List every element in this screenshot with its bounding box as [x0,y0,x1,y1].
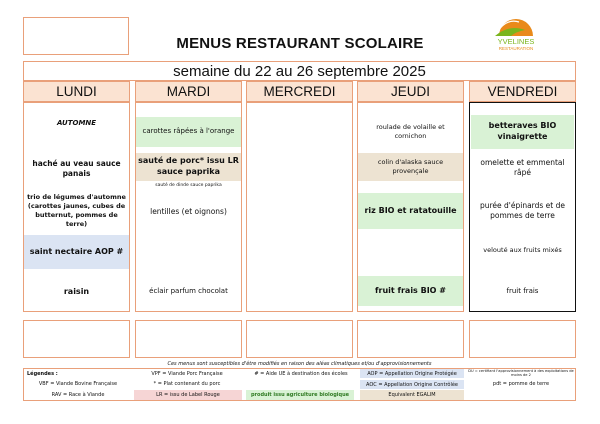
legend-vpf: VPF = Viande Porc Française [151,371,223,377]
day-header-mercredi: MERCREDI [246,81,353,102]
disclaimer-note: Ces menus sont susceptibles d'être modifiés en raison des aléas climatiques et/ou d'approvisionnements [167,361,432,367]
menu-vendredi-entree: betteraves BIO vinaigrette [471,115,574,149]
legend-bio: produit issu agriculture biologique [246,390,354,400]
legend-aop: AOP = Appellation Origine Protégée [360,369,464,378]
logo [485,10,547,54]
legend-label-rouge: LR = issu de Label Rouge [134,390,242,400]
menu-jeudi-dessert: fruit frais BIO # [358,276,463,306]
menu-jeudi-plat: colin d'alaska sauce provençale [358,153,463,181]
logo-text: YVELINES [497,37,535,46]
week-banner: semaine du 22 au 26 septembre 2025 [23,61,576,81]
legend-title: Légendes : [27,371,58,377]
page-title: MENUS RESTAURANT SCOLAIRE [176,34,424,52]
menu-lundi-entree: AUTOMNE [56,119,97,128]
day-header-mardi: MARDI [135,81,242,102]
menu-vendredi-plat: omelette et emmental râpé [480,157,565,177]
menu-mardi-plat: sauté de porc* issu LR sauce paprika [136,153,241,181]
menu-lundi-fromage: saint nectaire AOP # [24,235,129,269]
menu-mardi-dessert: éclair parfum chocolat [149,287,228,296]
menu-lundi-garniture: trio de légumes d'automne (carottes jaunes, cubes de butternut, pommes de terre) [27,193,126,228]
bottom-box-mardi [135,320,242,358]
menu-vendredi-garniture: purée d'épinards et de pommes de terre [480,200,565,220]
menu-mardi-plat-alternative: sauté de dinde sauce paprika [155,182,222,188]
menu-mardi-garniture: lentilles (et oignons) [150,206,227,216]
day-header-lundi: LUNDI [23,81,130,102]
menu-mardi-entree: carottes râpées à l'orange [136,117,241,147]
legend-rav: RAV = Race à Viande [51,392,105,398]
menu-lundi-plat: haché au veau sauce panais [32,158,121,178]
menu-jeudi-garniture: riz BIO et ratatouille [358,193,463,229]
legend-egalim: Equivalent EGALIM [360,390,464,400]
legend-porc: * = Plat contenant du porc [153,381,221,387]
column-mercredi [246,102,353,312]
legend-approvisionnement: DU = certifiant l'approvisionnement à des exploitations de moins de 2 [468,369,574,377]
legend-aoc: AOC = Appellation Origine Contrôlée [360,380,464,389]
day-header-vendredi: VENDREDI [469,81,576,102]
legend-aide-ue: # = Aide UE à destination des écoles [254,371,348,377]
menu-lundi-dessert: raisin [63,286,90,296]
bottom-box-vendredi [469,320,576,358]
day-header-jeudi: JEUDI [357,81,464,102]
blank-box-left [23,17,129,55]
bottom-box-mercredi [246,320,353,358]
menu-vendredi-dessert-lait: velouté aux fruits mixés [483,245,562,254]
menu-vendredi-dessert: fruit frais [506,287,539,296]
logo-subtext: RESTAURATION [498,46,534,51]
legend-pdt: pdt = pomme de terre [492,381,550,387]
bottom-box-jeudi [357,320,464,358]
menu-jeudi-entree: roulade de volaille et cornichon [376,123,445,140]
bottom-box-lundi [23,320,130,358]
legend-vbf: VBF = Viande Bovine Française [38,381,118,387]
